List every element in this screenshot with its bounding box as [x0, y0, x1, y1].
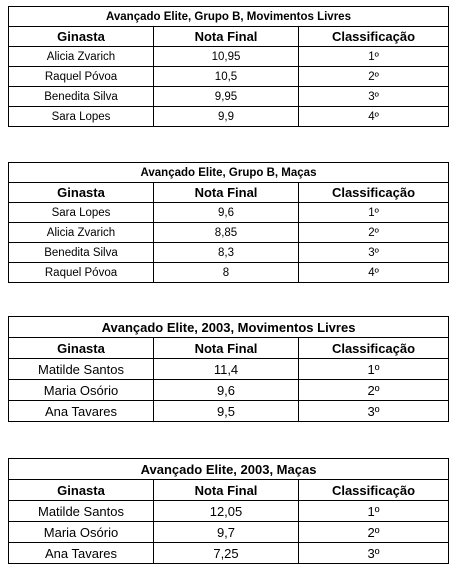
- table-row: [9, 107, 449, 127]
- table-row: [9, 263, 449, 283]
- ranking: 2º: [299, 380, 449, 401]
- table-row: [9, 87, 449, 107]
- final-score: 8: [154, 263, 299, 283]
- results-table-grupo-b-macas: [8, 162, 449, 283]
- gymnast-name: Benedita Silva: [9, 87, 154, 107]
- column-header-classificacao: Classificação: [299, 480, 449, 501]
- final-score: 7,25: [154, 543, 299, 564]
- ranking: 2º: [299, 223, 449, 243]
- ranking: 2º: [299, 67, 449, 87]
- final-score: 9,6: [154, 380, 299, 401]
- gymnast-name: Raquel Póvoa: [9, 263, 154, 283]
- results-table-2003-movimentos-livres: [8, 316, 449, 422]
- ranking: 3º: [299, 543, 449, 564]
- table-row: [9, 223, 449, 243]
- gymnast-name: Alicia Zvarich: [9, 223, 154, 243]
- ranking: 1º: [299, 359, 449, 380]
- table-title: Avançado Elite, Grupo B, Movimentos Livres: [9, 7, 449, 27]
- final-score: 12,05: [154, 501, 299, 522]
- column-header-classificacao: Classificação: [299, 183, 449, 203]
- column-header-nota-final: Nota Final: [154, 480, 299, 501]
- table-row: [9, 243, 449, 263]
- final-score: 9,5: [154, 401, 299, 422]
- table-row: [9, 203, 449, 223]
- gymnast-name: Sara Lopes: [9, 107, 154, 127]
- table-row: [9, 380, 449, 401]
- gymnast-name: Alicia Zvarich: [9, 47, 154, 67]
- final-score: 8,3: [154, 243, 299, 263]
- column-header-nota-final: Nota Final: [154, 183, 299, 203]
- table-title: Avançado Elite, Grupo B, Maças: [9, 163, 449, 183]
- final-score: 9,6: [154, 203, 299, 223]
- final-score: 10,5: [154, 67, 299, 87]
- gymnast-name: Raquel Póvoa: [9, 67, 154, 87]
- table-row: [9, 47, 449, 67]
- ranking: 1º: [299, 203, 449, 223]
- gymnast-name: Maria Osório: [9, 522, 154, 543]
- table-row: [9, 522, 449, 543]
- ranking: 2º: [299, 522, 449, 543]
- ranking: 1º: [299, 501, 449, 522]
- results-table-grupo-b-movimentos-livres: [8, 6, 449, 127]
- ranking: 4º: [299, 107, 449, 127]
- table-row: [9, 67, 449, 87]
- table-row: [9, 501, 449, 522]
- ranking: 4º: [299, 263, 449, 283]
- column-header-nota-final: Nota Final: [154, 338, 299, 359]
- gymnast-name: Ana Tavares: [9, 543, 154, 564]
- final-score: 9,9: [154, 107, 299, 127]
- ranking: 3º: [299, 243, 449, 263]
- ranking: 3º: [299, 401, 449, 422]
- column-header-classificacao: Classificação: [299, 27, 449, 47]
- table-row: [9, 359, 449, 380]
- gymnast-name: Maria Osório: [9, 380, 154, 401]
- final-score: 8,85: [154, 223, 299, 243]
- gymnast-name: Matilde Santos: [9, 501, 154, 522]
- column-header-ginasta: Ginasta: [9, 27, 154, 47]
- final-score: 11,4: [154, 359, 299, 380]
- table-row: [9, 401, 449, 422]
- gymnast-name: Sara Lopes: [9, 203, 154, 223]
- final-score: 9,7: [154, 522, 299, 543]
- table-row: [9, 543, 449, 564]
- gymnast-name: Ana Tavares: [9, 401, 154, 422]
- final-score: 9,95: [154, 87, 299, 107]
- table-title: Avançado Elite, 2003, Maças: [9, 459, 449, 480]
- final-score: 10,95: [154, 47, 299, 67]
- column-header-ginasta: Ginasta: [9, 480, 154, 501]
- gymnast-name: Benedita Silva: [9, 243, 154, 263]
- gymnast-name: Matilde Santos: [9, 359, 154, 380]
- table-title: Avançado Elite, 2003, Movimentos Livres: [9, 317, 449, 338]
- ranking: 3º: [299, 87, 449, 107]
- ranking: 1º: [299, 47, 449, 67]
- column-header-classificacao: Classificação: [299, 338, 449, 359]
- column-header-nota-final: Nota Final: [154, 27, 299, 47]
- column-header-ginasta: Ginasta: [9, 338, 154, 359]
- column-header-ginasta: Ginasta: [9, 183, 154, 203]
- results-table-2003-macas: [8, 458, 449, 564]
